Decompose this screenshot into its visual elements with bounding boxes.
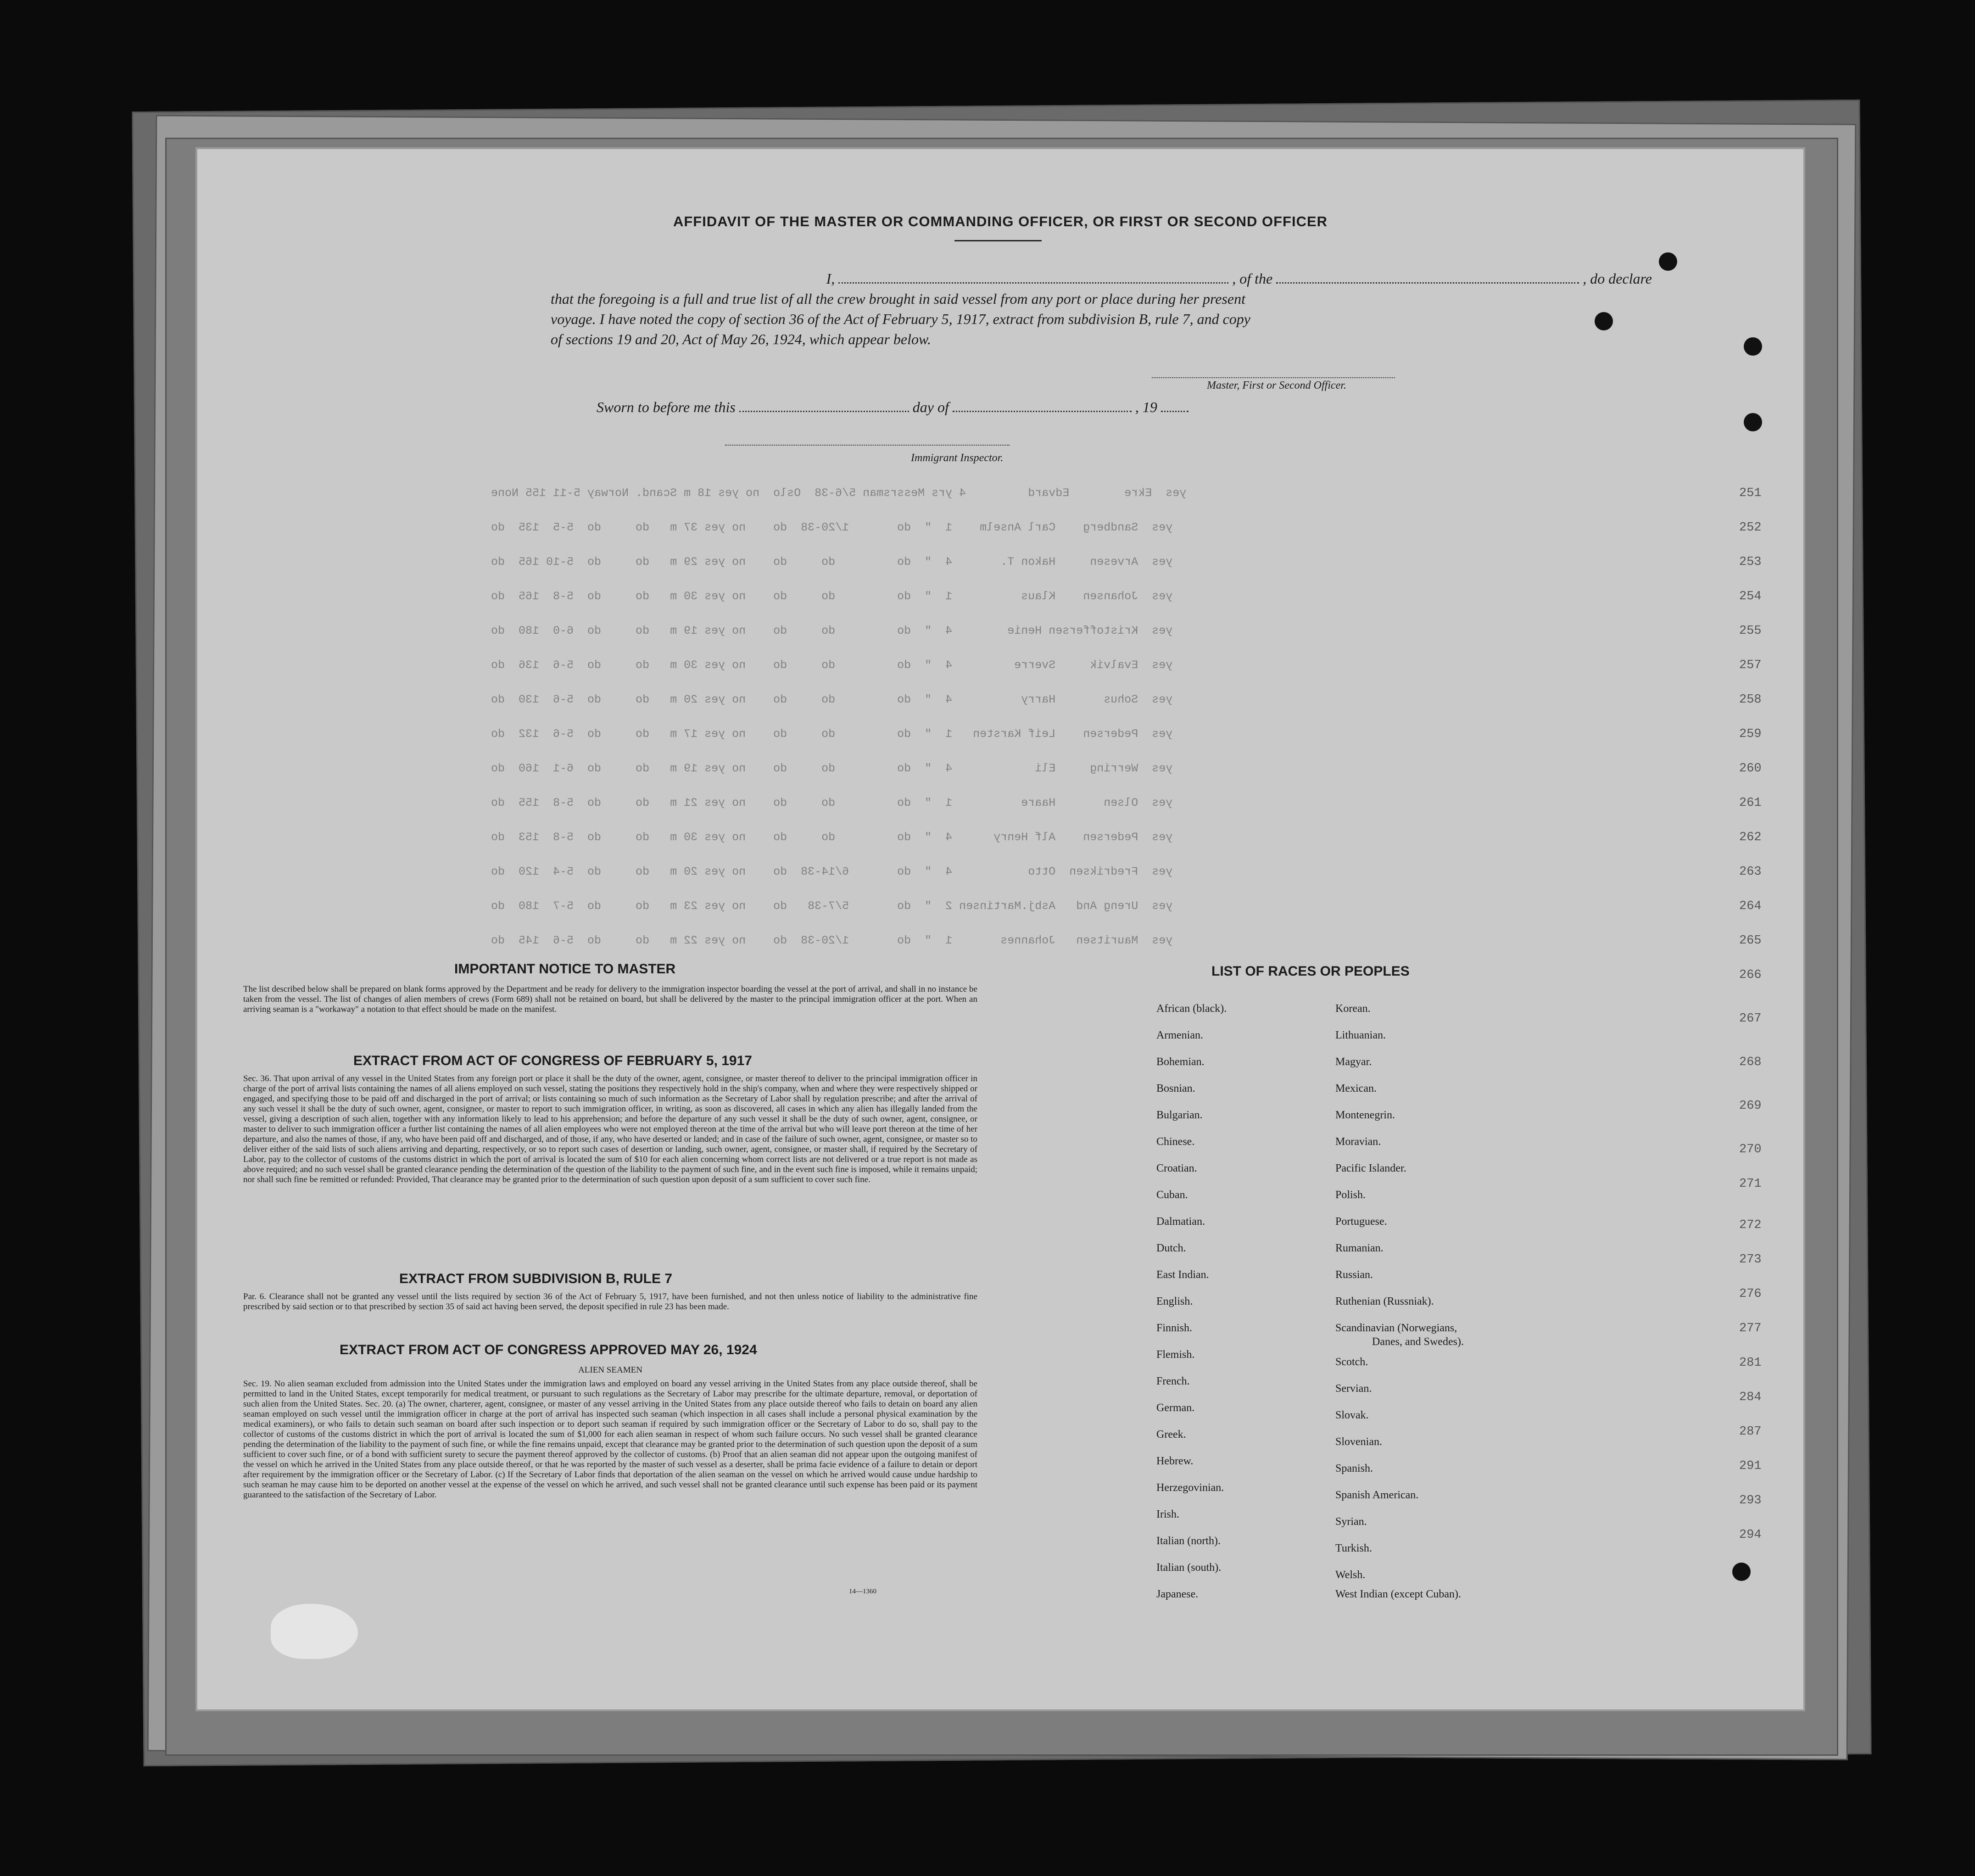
declaration-line-1 <box>551 268 1652 289</box>
ghost-row: yes Johansen Klaus 1 " do do do no yes 30 m do do 5-8 165 do <box>491 590 1173 603</box>
alien-seamen-subheading: ALIEN SEAMEN <box>578 1365 642 1375</box>
row-number: 287 <box>1739 1425 1762 1439</box>
ghost-row: yes Arvesen Hakon T. 4 " do do do no yes 29 m do do 5-10 165 do <box>491 555 1173 569</box>
day-of-label: day of <box>912 399 949 415</box>
row-number: 251 <box>1739 486 1762 500</box>
declarant-name-field[interactable] <box>838 270 1228 284</box>
punch-hole <box>1744 413 1762 431</box>
race-item: Croatian. <box>1156 1162 1197 1174</box>
row-number: 260 <box>1739 762 1762 776</box>
row-number: 263 <box>1739 865 1762 879</box>
ghost-row: yes Pedersen Leif Karsten 1 " do do do no yes 17 m do do 5-6 132 do <box>491 727 1173 741</box>
race-item: Slovak. <box>1335 1409 1369 1421</box>
act-1924-heading: EXTRACT FROM ACT OF CONGRESS APPROVED MAY 26, 1924 <box>340 1342 757 1357</box>
race-item: Moravian. <box>1335 1136 1381 1148</box>
declaration-line-4: of sections 19 and 20, Act of May 26, 1924, which appear below. <box>551 331 931 347</box>
race-item: Spanish American. <box>1335 1489 1419 1501</box>
race-item: Rumanian. <box>1335 1242 1384 1254</box>
race-item: Korean. <box>1335 1003 1371 1015</box>
race-item: East Indian. <box>1156 1269 1209 1281</box>
race-item: Chinese. <box>1156 1136 1195 1148</box>
paper-damage-spot <box>271 1604 358 1659</box>
ghost-row: yes Sohus Harry 4 " do do do no yes 20 m do do 5-6 130 do <box>491 693 1173 706</box>
row-number: 291 <box>1739 1459 1762 1473</box>
act-1917-heading: EXTRACT FROM ACT OF CONGRESS OF FEBRUARY 5, 1917 <box>353 1053 752 1068</box>
race-item: English. <box>1156 1295 1193 1307</box>
row-number: 273 <box>1739 1253 1762 1267</box>
race-item: Dutch. <box>1156 1242 1186 1254</box>
race-item: African (black). <box>1156 1003 1227 1015</box>
row-number: 265 <box>1739 934 1762 948</box>
race-item: Welsh. <box>1335 1569 1366 1581</box>
race-item: Slovenian. <box>1335 1436 1382 1448</box>
row-number: 281 <box>1739 1356 1762 1370</box>
race-item: Spanish. <box>1335 1463 1373 1474</box>
sworn-day-field[interactable] <box>739 399 909 412</box>
inspector-caption: Immigrant Inspector. <box>911 452 1004 464</box>
affidavit-declaration <box>551 268 1652 349</box>
race-item: Lithuanian. <box>1335 1029 1386 1041</box>
race-item: Dalmatian. <box>1156 1216 1205 1228</box>
race-item: Herzegovinian. <box>1156 1482 1224 1494</box>
race-item: Flemish. <box>1156 1349 1195 1361</box>
ghost-row: yes Ureng And Asbj.Martinsen 2 " do 5/7-38 do no yes 23 m do do 5-7 180 do <box>491 899 1173 913</box>
row-number: 268 <box>1739 1055 1762 1069</box>
race-item: Danes, and Swedes). <box>1372 1336 1464 1348</box>
affidavit-title: AFFIDAVIT OF THE MASTER OR COMMANDING OFFICER, OR FIRST OR SECOND OFFICER <box>673 213 1328 229</box>
punch-hole <box>1659 252 1677 271</box>
ghost-row: yes Kristoffersen Henie 4 " do do do no yes 19 m do do 6-0 180 do <box>491 624 1173 637</box>
row-number: 276 <box>1739 1287 1762 1301</box>
ghost-row: yes Fredriksen Otto 4 " do 6/14-38 do no yes 20 m do do 5-4 120 do <box>491 865 1173 878</box>
punch-hole <box>1732 1563 1751 1581</box>
of-the-label: , of the <box>1232 270 1273 287</box>
row-number: 284 <box>1739 1390 1762 1404</box>
race-item: Greek. <box>1156 1429 1186 1440</box>
ghost-row: yes Olsen Haare 1 " do do do no yes 21 m do do 5-8 155 do <box>491 796 1173 810</box>
race-item: West Indian (except Cuban). <box>1335 1588 1461 1600</box>
race-item: Syrian. <box>1335 1516 1367 1528</box>
sworn-label: Sworn to before me this <box>597 399 736 415</box>
row-number: 269 <box>1739 1099 1762 1113</box>
notice-body: The list described below shall be prepared on blank forms approved by the Department and be ready for delivery to the immigration inspector boarding the vessel at the port of arrival, and shall in no instance be taken from the vessel. The list of changes of alien members of crews (Form 689) shall not be retained on board, but shall be delivered by the master to the principal immigration officer at the port. When an arriving seaman is a "workaway" a notation to that effect should be made on the manifest. <box>243 984 977 1014</box>
row-number: 261 <box>1739 796 1762 810</box>
race-item: Russian. <box>1335 1269 1373 1281</box>
race-item: Mexican. <box>1335 1083 1377 1094</box>
ghost-row: yes Evalvik Sverre 4 " do do do no yes 30 m do do 5-6 136 do <box>491 659 1173 672</box>
rule7-body: Par. 6. Clearance shall not be granted any vessel until the lists required by section 36 of the Act of February 5, 1917, have been furnished, and not then unless notice of liability to the administrative fine prescribed by said section or to that prescribed by section 35 of said act having been served, the deposit specified in rule 23 has been made. <box>243 1292 977 1312</box>
manifest-page <box>197 149 1803 1709</box>
vessel-field[interactable] <box>1276 270 1579 284</box>
row-number: 264 <box>1739 899 1762 913</box>
act-1924-body: Sec. 19. No alien seaman excluded from admission into the United States under the immigration laws and employed on board any vessel arriving in the United States from any place outside thereof, shall be permitted to land in the United States, except temporarily for medical treatment, or pursuant to such regulations as the Secretary of Labor may prescribe for the ultimate departure, removal, or deportation of such alien from the United States. Sec. 20. (a) The owner, charterer, agent, consignee, or master of any vessel arriving in the United States from any place outside thereof who fails to detain on board any alien seaman employed on such vessel until the immigration officer in charge at the port of arrival has inspected such seaman (which inspection in all cases shall include a personal physical examination by the medical examiners), or who fails to detain such seaman on board after such inspection or to deport such seaman if required by such immigration officer or the Secretary of Labor to do so, shall pay to the collector of customs of the customs district in which the port of arrival is located the sum of $1,000 for each alien seaman in respect of whom such failure occurs. No such vessel shall be granted clearance pending the determination of the liability to the payment of such fine, or while the fine remains unpaid, except that clearance may be granted prior to the determination of such question upon the deposit of a sum sufficient to cover such fine, or of a bond with sufficient surety to secure the payment thereof approved by the collector of customs. (b) Proof that an alien seaman did not appear upon the outgoing manifest of the vessel on which he arrived in the United States from any place outside thereof, or that he was reported by the master of such vessel as a deserter, shall be prima facie evidence of a failure to detain or deport after requirement by the immigration officer or the Secretary of Labor. (c) If the Secretary of Labor finds that deportation of the alien seaman on the vessel on which he arrived would cause undue hardship to such seaman he may cause him to be deported on another vessel at the expense of the vessel on which he arrived, and such vessel shall not be granted clearance until such expense has been paid or its payment guaranteed to the satisfaction of the Secretary of Labor. <box>243 1379 977 1500</box>
year-label: , 19 <box>1135 399 1157 415</box>
row-number: 266 <box>1739 968 1762 982</box>
row-number: 262 <box>1739 831 1762 844</box>
race-item: Armenian. <box>1156 1029 1203 1041</box>
races-heading: LIST OF RACES OR PEOPLES <box>1211 964 1410 979</box>
notice-heading: IMPORTANT NOTICE TO MASTER <box>454 961 676 977</box>
race-item: Turkish. <box>1335 1542 1372 1554</box>
row-number: 258 <box>1739 693 1762 707</box>
ghost-row: yes Ekre Edvard 4 yrs Messrsman 5/6-38 Oslo no yes 18 m Scand. Norway 5-11 155 None <box>491 486 1187 500</box>
race-item: Bosnian. <box>1156 1083 1195 1094</box>
race-item: Cuban. <box>1156 1189 1188 1201</box>
race-item: Magyar. <box>1335 1056 1372 1068</box>
race-item: Pacific Islander. <box>1335 1162 1406 1174</box>
race-item: Irish. <box>1156 1508 1179 1520</box>
race-item: Japanese. <box>1156 1588 1199 1600</box>
row-number: 270 <box>1739 1143 1762 1156</box>
master-signature-line <box>1152 376 1395 378</box>
race-item: Portuguese. <box>1335 1216 1387 1228</box>
master-caption: Master, First or Second Officer. <box>1207 380 1346 391</box>
race-item: Servian. <box>1335 1383 1372 1395</box>
rule7-heading: EXTRACT FROM SUBDIVISION B, RULE 7 <box>399 1271 673 1286</box>
do-declare-label: , do declare <box>1583 270 1652 287</box>
row-number: 267 <box>1739 1012 1762 1026</box>
race-item: Ruthenian (Russniak). <box>1335 1295 1434 1307</box>
punch-hole <box>1744 337 1762 356</box>
race-item: Hebrew. <box>1156 1455 1194 1467</box>
row-number: 271 <box>1739 1177 1762 1191</box>
race-item: Italian (north). <box>1156 1535 1221 1547</box>
race-item: Bulgarian. <box>1156 1109 1203 1121</box>
race-item: German. <box>1156 1402 1195 1414</box>
ghost-row: yes Mauritsen Johannes 1 " do 1/20-38 do no yes 22 m do do 5-6 145 do <box>491 934 1173 947</box>
ghost-row: yes Sandberg Carl Anselm 1 " do 1/20-38 do no yes 37 m do do 5-5 135 do <box>491 521 1173 534</box>
race-item: Finnish. <box>1156 1322 1193 1334</box>
row-number: 255 <box>1739 624 1762 638</box>
act-1917-body: Sec. 36. That upon arrival of any vessel in the United States from any foreign port or place it shall be the duty of the owner, agent, consignee, or master thereof to deliver to the principal immigration officer in charge of the port of arrival lists containing the names of all aliens employed on such vessel, stating the positions they respectively hold in the ship's company, when and where they were respectively shipped or engaged, and specifying those to be paid off and discharged in the port of arrival; or lists containing so much of such information as the Secretary of Labor shall by regulation prescribe; and after the arrival of any such vessel it shall be the duty of such owner, agent, consignee, or master to report to such immigration officer, in writing, as soon as discovered, all cases in which any alien has illegally landed from the vessel, giving a description of such alien, together with any information likely to lead to his apprehension; and before the departure of any such vessel it shall be the duty of such owner, agent, consignee, or master to deliver to such immigration officer a further list containing the names of all alien employees who were not employed thereon at the time of the arrival but who will leave port thereon at the time of her departure, and also the names of those, if any, who have been paid off and discharged, and of those, if any, who have deserted or landed; and in case of the failure of such owner, agent, consignee, or master so to deliver either of the said lists of such aliens arriving and departing, respectively, or so to report such cases of desertion or landing, such owner, agent, consignee, or master shall, if required by the Secretary of Labor, pay to the collector of customs of the customs district in which the port of arrival is located the sum of $10 for each alien concerning whom correct lists are not delivered or a true report is not made as above required; and no such vessel shall be granted clearance pending the determination of the question of the liability to the payment of such fine, and in the event such fine is imposed, while it remains unpaid; nor shall such fine be remitted or refunded: Provided, That clearance may be granted prior to the determination of such question upon deposit of a sum sufficient to cover such fine. <box>243 1074 977 1184</box>
title-underline <box>954 240 1042 241</box>
form-number: 14—1360 <box>849 1588 876 1595</box>
declaration-line-3: voyage. I have noted the copy of section 36 of the Act of February 5, 1917, extract from subdivision B, rule 7, and copy <box>551 311 1250 327</box>
row-number: 257 <box>1739 659 1762 672</box>
declarant-label: I, <box>826 270 835 287</box>
sworn-line <box>597 397 1423 417</box>
ghost-row: yes Pedersen Alf Henry 4 " do do do no yes 30 m do do 5-8 153 do <box>491 831 1173 844</box>
race-item: Italian (south). <box>1156 1562 1222 1574</box>
race-item: Montenegrin. <box>1335 1109 1395 1121</box>
row-number: 259 <box>1739 727 1762 741</box>
row-number: 253 <box>1739 555 1762 569</box>
race-item: French. <box>1156 1375 1190 1387</box>
row-number: 293 <box>1739 1494 1762 1508</box>
race-item: Polish. <box>1335 1189 1366 1201</box>
row-number: 254 <box>1739 590 1762 603</box>
row-number: 252 <box>1739 521 1762 535</box>
ghost-row: yes Werring Eli 4 " do do do no yes 19 m do do 6-1 160 do <box>491 762 1173 775</box>
row-number: 272 <box>1739 1218 1762 1232</box>
declaration-line-2: that the foregoing is a full and true list of all the crew brought in said vessel from any port or place during her present <box>551 290 1245 307</box>
race-item: Scotch. <box>1335 1356 1368 1368</box>
sworn-year-field[interactable] <box>1161 399 1188 412</box>
race-item: Scandinavian (Norwegians, <box>1335 1322 1457 1334</box>
race-item: Bohemian. <box>1156 1056 1205 1068</box>
inspector-signature-line <box>725 444 1010 446</box>
row-number: 294 <box>1739 1528 1762 1542</box>
sworn-month-field[interactable] <box>953 399 1132 412</box>
row-number: 277 <box>1739 1322 1762 1335</box>
